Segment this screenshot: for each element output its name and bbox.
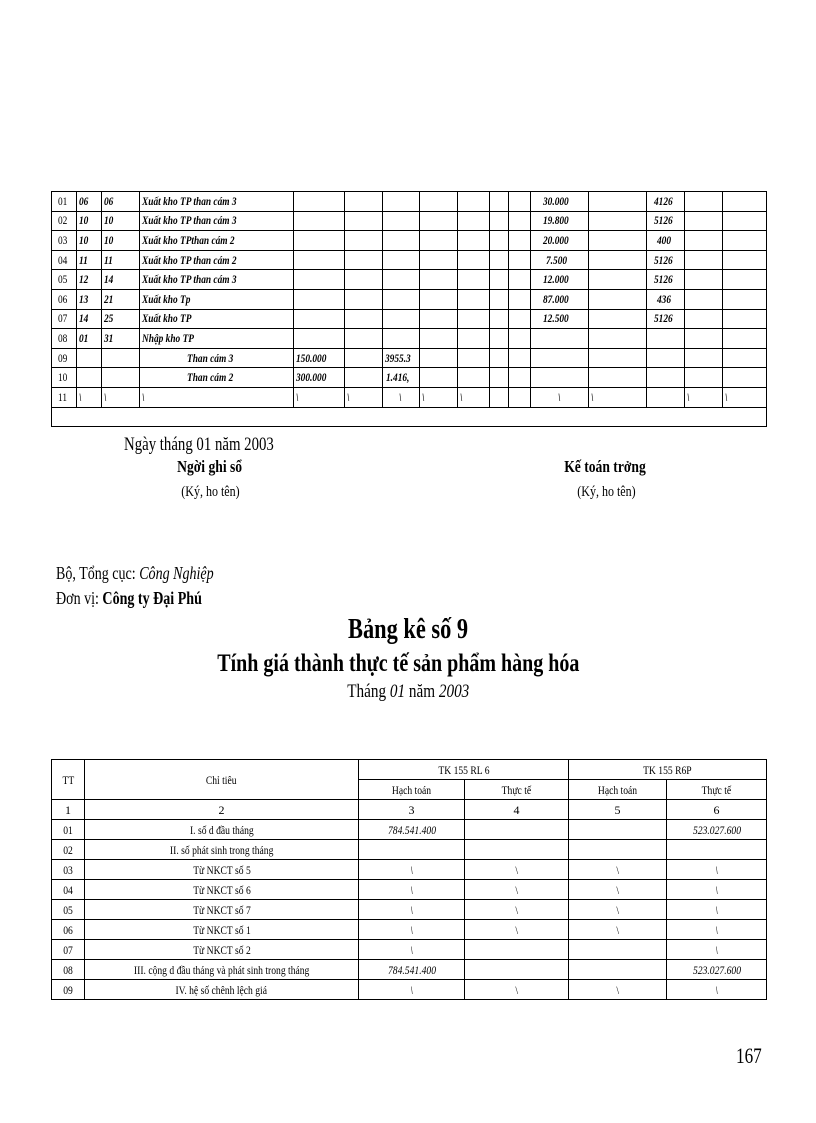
row-label: Từ NKCT số 1 (85, 920, 359, 940)
table-cell (531, 348, 589, 368)
table-cell: \ (294, 387, 345, 407)
table-cell: 12.000 (531, 270, 589, 290)
table-cell (383, 329, 420, 349)
table-cell (420, 231, 458, 251)
table-cell (589, 309, 647, 329)
table-cell (345, 192, 383, 212)
table-cell (509, 231, 531, 251)
table-cell (294, 289, 345, 309)
table-header-row (52, 760, 767, 780)
table-cell: \ (465, 860, 569, 880)
signature-left-sub: (Ký, ho tên) (180, 484, 240, 500)
table-cell: 13 (77, 289, 102, 309)
table-cell: 09 (52, 980, 85, 1000)
table-row (52, 840, 767, 860)
table-cell: \ (359, 880, 465, 900)
table-row (52, 980, 767, 1000)
ministry-value: Công Nghiệp (139, 563, 214, 583)
table-cell (458, 309, 490, 329)
table-cell: 05 (52, 900, 85, 920)
table-cell (723, 231, 767, 251)
table-cell: 01 (77, 329, 102, 349)
table-cell: Xuất kho TPthan cám 2 (140, 231, 294, 251)
table-cell: \ (359, 900, 465, 920)
table-row (52, 250, 767, 270)
table-cell: Xuất kho TP than cám 3 (140, 270, 294, 290)
table-cell (294, 250, 345, 270)
table-cell: 300.000 (294, 368, 345, 388)
table-cell (589, 329, 647, 349)
table-cell: 10 (52, 368, 77, 388)
table-cell (723, 309, 767, 329)
table-cell (589, 250, 647, 270)
table-cell: \ (667, 860, 767, 880)
table-cell: Xuất kho TP than cám 2 (140, 250, 294, 270)
row-label: III. cộng d đầu tháng và phát sinh trong tháng (85, 960, 359, 980)
table-cell (509, 329, 531, 349)
table-cell (490, 387, 509, 407)
table-cell: \ (345, 387, 383, 407)
table-cell: \ (569, 920, 667, 940)
table-cell: 400 (647, 231, 685, 251)
table-cell (458, 289, 490, 309)
header-group-1: TK 155 RL 6 (359, 760, 569, 780)
col-num: 6 (667, 800, 767, 820)
table-cell: 10 (102, 231, 140, 251)
table-cell (383, 250, 420, 270)
table-cell (465, 840, 569, 860)
table-row-empty (52, 407, 767, 427)
table-cell (509, 270, 531, 290)
table-cell: Xuất kho TP than cám 3 (140, 211, 294, 231)
table-cell (294, 309, 345, 329)
table-row (52, 329, 767, 349)
table-cell: 5126 (647, 250, 685, 270)
table-cell (458, 211, 490, 231)
table-cell: \ (420, 387, 458, 407)
table-cell: \ (531, 387, 589, 407)
report-title: Bảng kê số 9 (347, 614, 469, 645)
table-cell: 87.000 (531, 289, 589, 309)
table-cell (458, 329, 490, 349)
ledger-table (51, 191, 767, 427)
table-cell: 06 (77, 192, 102, 212)
table-cell (490, 211, 509, 231)
table-cell (77, 368, 102, 388)
table-row (52, 900, 767, 920)
header-chitieu: Chỉ tiêu (85, 760, 359, 800)
table-cell (531, 329, 589, 349)
table-cell: \ (102, 387, 140, 407)
table-cell (509, 289, 531, 309)
table-cell: \ (569, 900, 667, 920)
col-num: 3 (359, 800, 465, 820)
table-cell: 08 (52, 329, 77, 349)
table-row (52, 860, 767, 880)
table-cell (359, 840, 465, 860)
table-cell (569, 940, 667, 960)
table-row (52, 309, 767, 329)
table-cell (647, 329, 685, 349)
table-cell: \ (569, 980, 667, 1000)
table-cell (723, 348, 767, 368)
table-cell: 784.541.400 (359, 960, 465, 980)
table-cell: 19.800 (531, 211, 589, 231)
table-cell: 11 (102, 250, 140, 270)
table-cell: 06 (102, 192, 140, 212)
table-row (52, 211, 767, 231)
table-cell (383, 270, 420, 290)
table-cell (589, 192, 647, 212)
table-cell (345, 329, 383, 349)
table-row (52, 289, 767, 309)
table-cell (685, 250, 723, 270)
table-cell (509, 192, 531, 212)
table-cell (465, 960, 569, 980)
table-cell (420, 348, 458, 368)
table-cell (685, 368, 723, 388)
table-cell (383, 309, 420, 329)
table-cell (685, 270, 723, 290)
table-cell: 06 (52, 920, 85, 940)
table-row (52, 960, 767, 980)
table-cell: \ (465, 920, 569, 940)
row-label: Từ NKCT số 2 (85, 940, 359, 960)
table-cell (383, 289, 420, 309)
table-cell (531, 368, 589, 388)
report-month: Tháng 01 năm 2003 (346, 681, 469, 702)
table-row (52, 387, 767, 407)
table-row (52, 920, 767, 940)
table-cell (52, 407, 767, 427)
table-cell: 08 (52, 960, 85, 980)
table-row (52, 231, 767, 251)
table-cell (420, 250, 458, 270)
table-cell: 11 (77, 250, 102, 270)
table-cell (490, 368, 509, 388)
col-num: 4 (465, 800, 569, 820)
table-cell: 3955.3 (383, 348, 420, 368)
table-cell: 523.027.600 (667, 960, 767, 980)
table-cell (345, 250, 383, 270)
table-cell: 07 (52, 309, 77, 329)
table-cell (490, 270, 509, 290)
table-cell (420, 192, 458, 212)
table-cell: 5126 (647, 270, 685, 290)
table-cell: 01 (52, 192, 77, 212)
table-cell (383, 231, 420, 251)
table-cell (345, 368, 383, 388)
table-cell (569, 820, 667, 840)
table-cell (723, 289, 767, 309)
table-cell: \ (383, 387, 420, 407)
column-number-row (52, 800, 767, 820)
table-cell: 21 (102, 289, 140, 309)
table-cell: 10 (77, 231, 102, 251)
table-cell: 523.027.600 (667, 820, 767, 840)
table-cell (458, 348, 490, 368)
header-thuc-te-1: Thực tế (465, 780, 569, 800)
table-cell (490, 309, 509, 329)
table-cell (647, 387, 685, 407)
table-cell (294, 211, 345, 231)
table-row (52, 940, 767, 960)
table-cell (102, 348, 140, 368)
row-label: Từ NKCT số 5 (85, 860, 359, 880)
table-cell (509, 387, 531, 407)
table-cell: \ (569, 860, 667, 880)
table-cell (345, 231, 383, 251)
table-cell: \ (465, 880, 569, 900)
table-cell (490, 231, 509, 251)
table-cell (490, 289, 509, 309)
table-cell: \ (723, 387, 767, 407)
ministry-line (56, 563, 258, 584)
table-cell (589, 211, 647, 231)
row-label: IV. hệ số chênh lệch giá (85, 980, 359, 1000)
table-cell: Than cám 2 (140, 368, 294, 388)
table-cell: \ (359, 920, 465, 940)
table-cell: \ (465, 900, 569, 920)
table-cell (685, 348, 723, 368)
table-cell (465, 820, 569, 840)
table-cell (345, 309, 383, 329)
header-tt: TT (52, 760, 85, 800)
table-cell: \ (589, 387, 647, 407)
table-cell (685, 192, 723, 212)
signature-right-sub: (Ký, ho tên) (576, 484, 636, 500)
table-cell: 20.000 (531, 231, 589, 251)
table-cell: 30.000 (531, 192, 589, 212)
table-row (52, 348, 767, 368)
table-cell (723, 270, 767, 290)
table-cell (294, 329, 345, 349)
table-cell: 5126 (647, 309, 685, 329)
table-cell: 31 (102, 329, 140, 349)
table-cell (723, 329, 767, 349)
table-cell: Xuất kho TP than cám 3 (140, 192, 294, 212)
signature-right-title: Kế toán trởng (564, 457, 646, 476)
table-cell (490, 250, 509, 270)
ministry-label: Bộ, Tổng cục: (56, 563, 140, 583)
col-num: 1 (52, 800, 85, 820)
table-cell (102, 368, 140, 388)
table-cell: 25 (102, 309, 140, 329)
table-cell (647, 348, 685, 368)
col-num: 2 (85, 800, 359, 820)
table-cell: 14 (102, 270, 140, 290)
table-cell: Nhập kho TP (140, 329, 294, 349)
header-thuc-te-2: Thực tế (667, 780, 767, 800)
table-cell (420, 211, 458, 231)
header-hach-toan-2: Hạch toán (569, 780, 667, 800)
table-cell (294, 231, 345, 251)
table-cell: 10 (102, 211, 140, 231)
table-cell (420, 309, 458, 329)
table-row (52, 270, 767, 290)
row-label: I. số d đầu tháng (85, 820, 359, 840)
table-cell (569, 840, 667, 860)
table-cell (458, 270, 490, 290)
table-cell: 784.541.400 (359, 820, 465, 840)
table-cell: 04 (52, 880, 85, 900)
table-cell (509, 211, 531, 231)
table-cell (685, 289, 723, 309)
table-cell: \ (359, 980, 465, 1000)
table-cell: 05 (52, 270, 77, 290)
table-cell: \ (359, 940, 465, 960)
table-cell: 436 (647, 289, 685, 309)
table-cell (420, 368, 458, 388)
table-cell: \ (667, 980, 767, 1000)
table-cell: \ (667, 880, 767, 900)
col-num: 5 (569, 800, 667, 820)
table-cell: 06 (52, 289, 77, 309)
table-cell (509, 250, 531, 270)
table-cell (490, 329, 509, 349)
table-cell (589, 289, 647, 309)
table-cell (420, 270, 458, 290)
table-cell (420, 289, 458, 309)
table-cell: 10 (77, 211, 102, 231)
header-group-2: TK 155 R6P (569, 760, 767, 780)
page-number: 167 (736, 1043, 762, 1068)
table-cell: 01 (52, 820, 85, 840)
table-cell (723, 192, 767, 212)
report-subtitle: Tính giá thành thực tế sản phẩm hàng hóa (216, 650, 580, 677)
table-cell: 14 (77, 309, 102, 329)
table-cell (667, 840, 767, 860)
table-cell (458, 192, 490, 212)
table-cell (458, 368, 490, 388)
table-cell: \ (685, 387, 723, 407)
table-cell (294, 192, 345, 212)
table-cell (589, 270, 647, 290)
table-cell: 5126 (647, 211, 685, 231)
table-cell: 4126 (647, 192, 685, 212)
row-label: Từ NKCT số 7 (85, 900, 359, 920)
table-cell (723, 368, 767, 388)
table-row (52, 880, 767, 900)
table-cell (723, 211, 767, 231)
table-cell (294, 270, 345, 290)
table-cell: \ (465, 980, 569, 1000)
table-cell (685, 211, 723, 231)
unit-value: Công ty Đại Phú (102, 588, 202, 608)
table-cell: 1.416, (383, 368, 420, 388)
table-cell (458, 250, 490, 270)
table-cell (685, 309, 723, 329)
table-cell: 03 (52, 860, 85, 880)
table-cell: \ (77, 387, 102, 407)
table-cell (490, 348, 509, 368)
table-cell (685, 231, 723, 251)
table-cell: \ (569, 880, 667, 900)
table-cell: \ (667, 900, 767, 920)
table-cell: 02 (52, 211, 77, 231)
table-cell (383, 211, 420, 231)
table-cell: 12 (77, 270, 102, 290)
table-cell: 12.500 (531, 309, 589, 329)
table-cell: Xuất kho TP (140, 309, 294, 329)
cost-table (51, 759, 767, 1000)
table-cell (490, 192, 509, 212)
table-cell: 11 (52, 387, 77, 407)
table-cell (509, 309, 531, 329)
table-row (52, 820, 767, 840)
table-cell (723, 250, 767, 270)
table-cell (383, 192, 420, 212)
table-cell: \ (667, 920, 767, 940)
table-cell (420, 329, 458, 349)
signature-date: Ngày tháng 01 năm 2003 (124, 434, 274, 455)
header-hach-toan-1: Hạch toán (359, 780, 465, 800)
table-row (52, 192, 767, 212)
table-cell (569, 960, 667, 980)
table-cell (685, 329, 723, 349)
table-cell (345, 211, 383, 231)
table-cell (345, 289, 383, 309)
table-cell: \ (359, 860, 465, 880)
table-cell (647, 368, 685, 388)
table-row (52, 368, 767, 388)
unit-line (56, 588, 243, 609)
table-cell (589, 368, 647, 388)
row-label: Từ NKCT số 6 (85, 880, 359, 900)
table-cell: Than cám 3 (140, 348, 294, 368)
table-cell (345, 270, 383, 290)
table-cell (77, 348, 102, 368)
table-cell: 07 (52, 940, 85, 960)
table-cell: 7.500 (531, 250, 589, 270)
table-cell (509, 348, 531, 368)
table-cell: 02 (52, 840, 85, 860)
table-cell: \ (458, 387, 490, 407)
table-cell (589, 348, 647, 368)
unit-label: Đơn vị: (56, 588, 103, 608)
table-cell: Xuất kho Tp (140, 289, 294, 309)
table-cell: 150.000 (294, 348, 345, 368)
signature-left-title: Ngời ghi sổ (177, 457, 243, 476)
table-cell (509, 368, 531, 388)
table-cell: 04 (52, 250, 77, 270)
table-cell (458, 231, 490, 251)
table-cell: \ (667, 940, 767, 960)
row-label: II. số phát sinh trong tháng (85, 840, 359, 860)
table-cell: 03 (52, 231, 77, 251)
table-cell (589, 231, 647, 251)
table-cell (345, 348, 383, 368)
table-cell: \ (140, 387, 294, 407)
table-cell: 09 (52, 348, 77, 368)
table-cell (465, 940, 569, 960)
